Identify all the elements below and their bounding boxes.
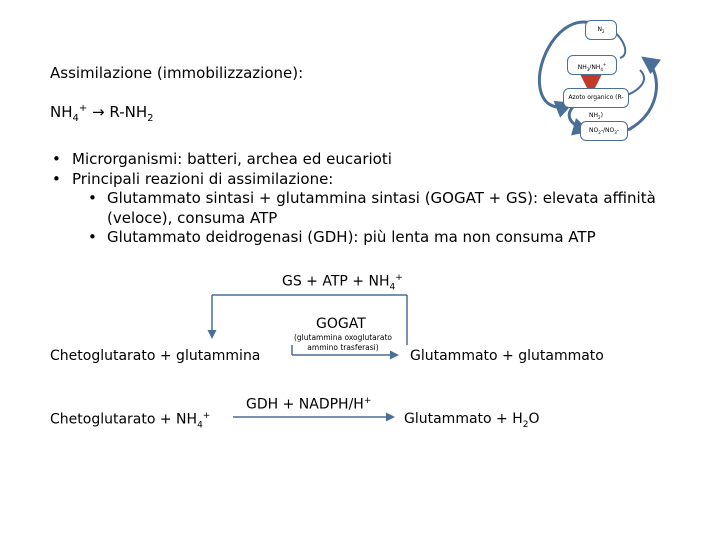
organic-nitrogen-node — [563, 88, 629, 121]
nh3-sup: + — [602, 62, 607, 67]
bullet-gogat-gs-cont: (veloce), consuma ATP — [107, 208, 278, 227]
right-product-1: Glutammato + glutammato — [410, 348, 604, 364]
bullet-gogat-gs: • Glutammato sintasi + glutammina sintasi (GOGAT + GS): elevata affinità — [52, 189, 656, 209]
reaction-arrow: → — [92, 103, 105, 121]
reaction-lhs-sup: + — [78, 103, 88, 114]
no-end: - — [616, 127, 619, 134]
left2-sub: 4 — [197, 420, 203, 431]
n2-label: N — [597, 26, 602, 33]
gogat-fullname-1: (glutammina oxoglutarato — [294, 333, 392, 342]
right2-text: Glutammato + H — [404, 411, 523, 427]
arrow-no-to-nh3 — [628, 60, 656, 130]
organic-label: Azoto organico (R-NH — [568, 94, 624, 119]
gdh-label — [246, 396, 371, 413]
gs-sub: 4 — [389, 282, 396, 293]
reaction-lhs-sub: 4 — [72, 113, 79, 124]
nh3-node — [567, 55, 617, 75]
nh3-sub: 3 — [586, 67, 590, 73]
right-product-2 — [404, 411, 540, 430]
gogat-fullname-2: ammino trasferasi) — [307, 343, 379, 352]
gdh-text: GDH + NADPH/H — [246, 396, 364, 413]
gs-text: GS + ATP + NH — [282, 273, 390, 290]
reaction-lhs: NH — [50, 103, 73, 121]
n2-node — [585, 20, 617, 40]
organic-sub: 2 — [598, 115, 601, 121]
no-mid: -/NO — [600, 127, 615, 134]
reaction-rhs: R-NH — [109, 103, 148, 121]
left2-text: Chetoglutarato + NH — [50, 411, 198, 428]
n2-sub: 2 — [601, 29, 605, 35]
reaction-rhs-sub: 2 — [147, 113, 154, 124]
no-label: NO — [589, 127, 599, 134]
page-title: Assimilazione (immobilizzazione): — [50, 64, 304, 82]
gs-sup: + — [395, 273, 403, 283]
no-sub: 2 — [598, 130, 601, 136]
right2-end: O — [528, 411, 540, 427]
bullet-reactions: • Principali reazioni di assimilazione: — [52, 170, 656, 190]
nh3-sub2: 4 — [600, 67, 603, 73]
right2-sub: 2 — [522, 419, 529, 430]
bullet-gdh: • Glutammato deidrogenasi (GDH): più lenta ma non consuma ATP — [52, 228, 656, 248]
left2-sup: + — [202, 411, 211, 421]
no-sub2: 3 — [614, 130, 617, 136]
gs-label — [282, 273, 403, 292]
nh3-label: NH — [577, 64, 587, 71]
no-node — [580, 121, 628, 141]
bullet-microrganisms: • Microrganismi: batteri, archea ed eucarioti — [52, 150, 656, 170]
bullet-list — [52, 150, 656, 248]
organic-end: ) — [600, 112, 603, 119]
left-reactant-1: Chetoglutarato + glutammina — [50, 348, 261, 364]
nh3-mid: /NH — [589, 64, 601, 71]
left-reactant-2 — [50, 411, 210, 430]
gdh-sup: + — [363, 396, 372, 406]
gogat-label: GOGAT — [316, 316, 366, 332]
gogat-fullname — [292, 333, 394, 353]
